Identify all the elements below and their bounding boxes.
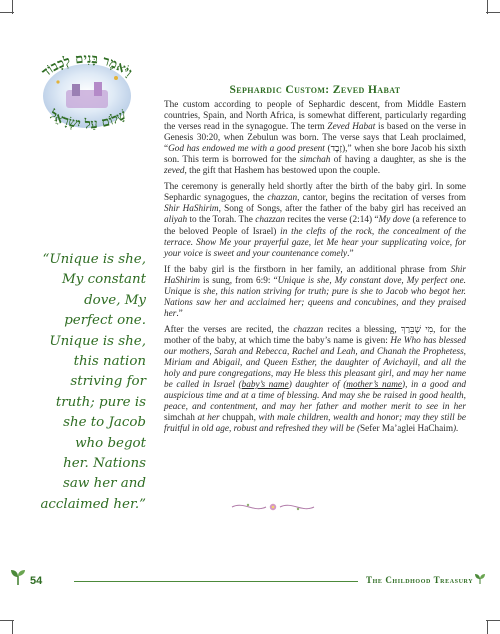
paragraph-2: The ceremony is generally held shortly after the birth of the baby girl. In some Sephardic synagogues, the chazzan, cantor, begins the recitation of verses from Shir HaShirim, Song of Songs, after the father of the baby girl has received an aliyah to the Torah. The chazzan recites the verse (2:14) “My dove (a reference to the beloved People of Israel) in the clefts of the rock, the concealment of the terrace. Show Me your prayerful gaze, let Me hear your supplicating voice, for your voice is sweet and your countenance comely.”	[164, 182, 466, 259]
crop-mark	[486, 620, 500, 621]
sprout-icon	[10, 568, 26, 586]
emblem-hebrew-bottom: שָׁלוֹם עַל יִשְׂרָאֵל	[46, 107, 130, 133]
article	[164, 84, 466, 440]
emblem-figure	[72, 84, 80, 96]
pull-quote: “Unique is she, My constant dove, My perfect one. Unique is she, this nation striving for truth; pure is she to Jacob who begot her. Nations saw her and acclaimed her.”	[40, 252, 146, 512]
crop-mark	[12, 0, 13, 14]
flourish-divider-icon	[228, 500, 318, 514]
article-title: Sephardic Custom: Zeved Habat	[229, 84, 401, 96]
paragraph-4: After the verses are recited, the chazzan recites a blessing, מִי שֶׁבֵּרַךְ, for the mother of the baby, at which time the baby’s name is given: He Who has blessed our mothers, Sarah and Rebecca, Rachel and Leah, and Chanah the Prophetess, Miriam and Abigail, and Queen Esther, the daughter of Avichayil, and all the holy and pure congregations, may He bless this pleasant girl, and may her name be called in Israel (baby’s name) daughter of (mother’s name), in a good and auspicious time and at a time of blessing. And may she be raised in good health, peace, and contentment, and may her father and mother merit to see in her simchah at her chuppah, with male children, wealth and honor; may they still be fruitful in old age, robust and refreshed they will be (Sefer Ma’aglei HaChaim).	[164, 324, 466, 435]
emblem-star	[56, 80, 59, 83]
emblem-star	[114, 76, 118, 80]
book-title: The Childhood Treasury	[366, 575, 474, 585]
crop-mark	[486, 12, 500, 13]
paragraph-3: If the baby girl is the firstborn in her family, an additional phrase from Shir HaShirim is sung, from 6:9: “Unique is she, My constant dove, My perfect one. Unique is she, this nation striving for truth; pure is she to Jacob who begot her. Nations saw her and acclaimed her; queens and concubines, and they praised her.”	[164, 264, 466, 319]
footer-rule	[74, 581, 358, 582]
crop-mark	[12, 620, 13, 634]
emblem-figure	[94, 82, 102, 96]
page-number: 54	[30, 575, 43, 587]
crop-mark	[487, 620, 488, 634]
leaf-icon	[474, 573, 486, 585]
emblem-hebrew-top: וַיֹּאמֶר בָּנִים לְכָבוֹד	[39, 51, 135, 81]
paragraph-1: The custom according to people of Sephardic descent, from Middle Eastern countries, Spain, and North Africa, is somewhat different, particularly regarding the verses read in the synagogue. The term Zeved Habat is based on the verse in Genesis 30:20, when Zebulun was born. The verse says that Leah proclaimed, “God has endowed me with a good present (זֶבֶד),” when she bore Jacob his sixth son. This term is borrowed for the simchah of having a daughter, as she is the zeved, the gift that Hashem has bestowed upon the couple.	[164, 100, 467, 177]
hebrew-emblem	[22, 38, 152, 138]
crop-mark	[487, 0, 488, 14]
